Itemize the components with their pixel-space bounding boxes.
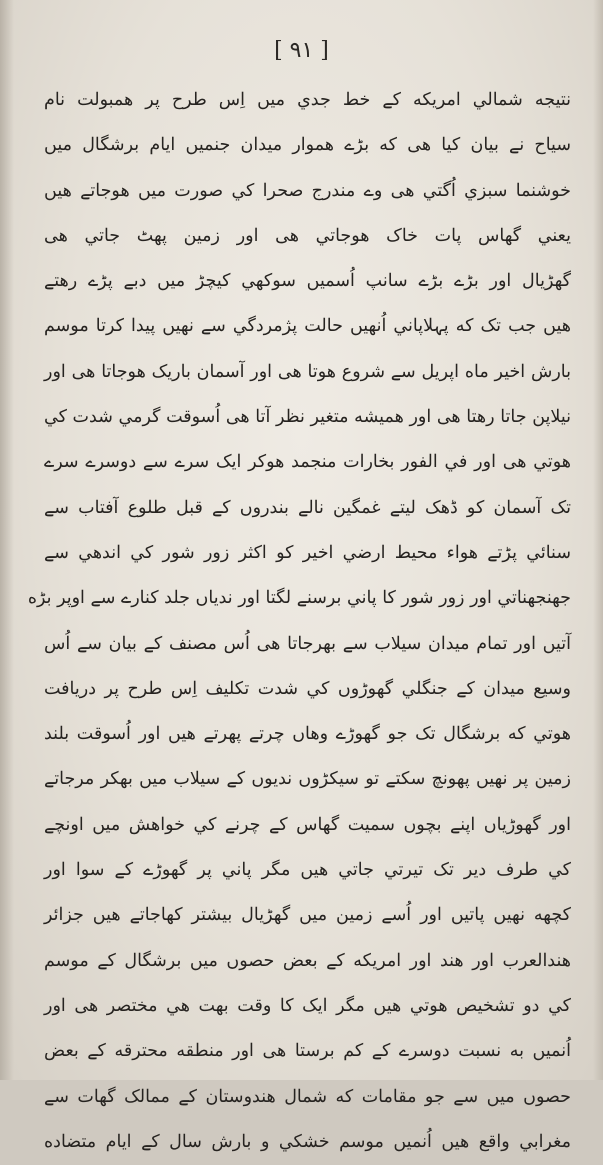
text-line: کي دو تشخیص هوتي هیں مگر ایک کا وقت بهت هي مختصر هی اور [44, 995, 571, 1016]
text-line: جهنجهناتي اور زور شور کا پاني برسنے لگتا اور ندیاں جلد کنارے سے اوپر بڑه [27, 588, 571, 609]
text-line: نتیجه شمالي امریکه کے خط جدي میں اِس طرح پر همبولت نام [44, 90, 571, 110]
text-line: هیں جب تک که پہلاپاني اُنهیں حالت پژمردگي سے نهیں پیدا کرتا موسم [44, 316, 571, 337]
text-line: مغرابي واقع هیں اُنمیں موسم خشکي و بارش سال کے ایام متضاده [44, 1131, 571, 1152]
text-line: گهڑیال اور بڑے بڑے سانپ اُسمیں سوکهي کیچڑ میں دبے پڑے رهتے [44, 271, 571, 292]
text-line: آتیں اور تمام میدان سیلاب سے بهرجاتا هی اُس مصنف کے بیان سے اُس [44, 633, 571, 654]
text-line: کي طرف دیر تک تیرتي جاتي هیں مگر پاني پر گهوڑے کے سوا اور [44, 860, 571, 881]
text-line: هوتي هی اور في الفور بخارات منجمد هوکر ایک سرے سے دوسرے سرے [44, 452, 571, 473]
body-text [27, 78, 571, 1165]
text-line: زمین پر نهیں پهونچ سکتے تو سیکڑوں ندیوں کے سیلاب میں بهکر مرجاتے [44, 769, 571, 790]
text-line: اور گهوڑیاں اپنے بچوں سمیت گهاس کے چرنے کي خواهش میں اونچے [44, 814, 571, 835]
text-line: بارش اخیر ماه اپریل سے شروع هوتا هی اور آسمان باریک هوجاتا هی اور [44, 361, 571, 382]
text-line: هندالعرب اور هند اور امریکه کے بعض حصوں میں برشگال کے موسم [44, 950, 571, 971]
text-line: اُنمیں به نسبت دوسرے کے کم برستا هی اور منطقه محترقه کے بعض [44, 1041, 571, 1062]
text-line: وسیع میدان کے جنگلي گهوڑوں کي شدت تکلیف اِس طرح پر دریافت [44, 678, 571, 699]
text-line: نیلاپن جاتا رهتا هی اور همیشه متغیر نظر آتا هی اُسوقت گرمي شدت کي [44, 407, 571, 428]
text-line: خوشنما سبزي اُگتي هی وے مندرج صحرا کي صورت میں هوجاتے هیں [44, 180, 571, 201]
text-line: تک آسمان کو ڈهک لیتے غمگین نالے بندروں کے قبل طلوع آفتاب سے [44, 497, 571, 518]
text-line: یعني گهاس پات خاک هوجاتي هی اور زمین پهٹ جاتي هی [44, 225, 571, 246]
text-line: حصوں میں سے جو مقامات که شمال هندوستان کے ممالک گهات سے [44, 1086, 571, 1107]
text-line: سیاح نے بیان کیا هی که بڑے هموار میدان جنمیں ایام برشگال میں [44, 135, 571, 156]
text-line: هوتي که برشگال تک جو گهوڑے وهاں چرتے پهرتے هیں اور اُسوقت بلند [44, 724, 571, 745]
page-number: [ ۹۱ ] [274, 38, 329, 63]
text-line: سنائي پڑتے هواء محیط ارضي اخیر کو اکثر زور شور کي اندهي سے [44, 542, 571, 563]
text-line: کچهه نهیں پاتیں اور اُسے زمین میں گهڑیال بیشتر کهاجاتے هیں جزائر [44, 905, 571, 926]
